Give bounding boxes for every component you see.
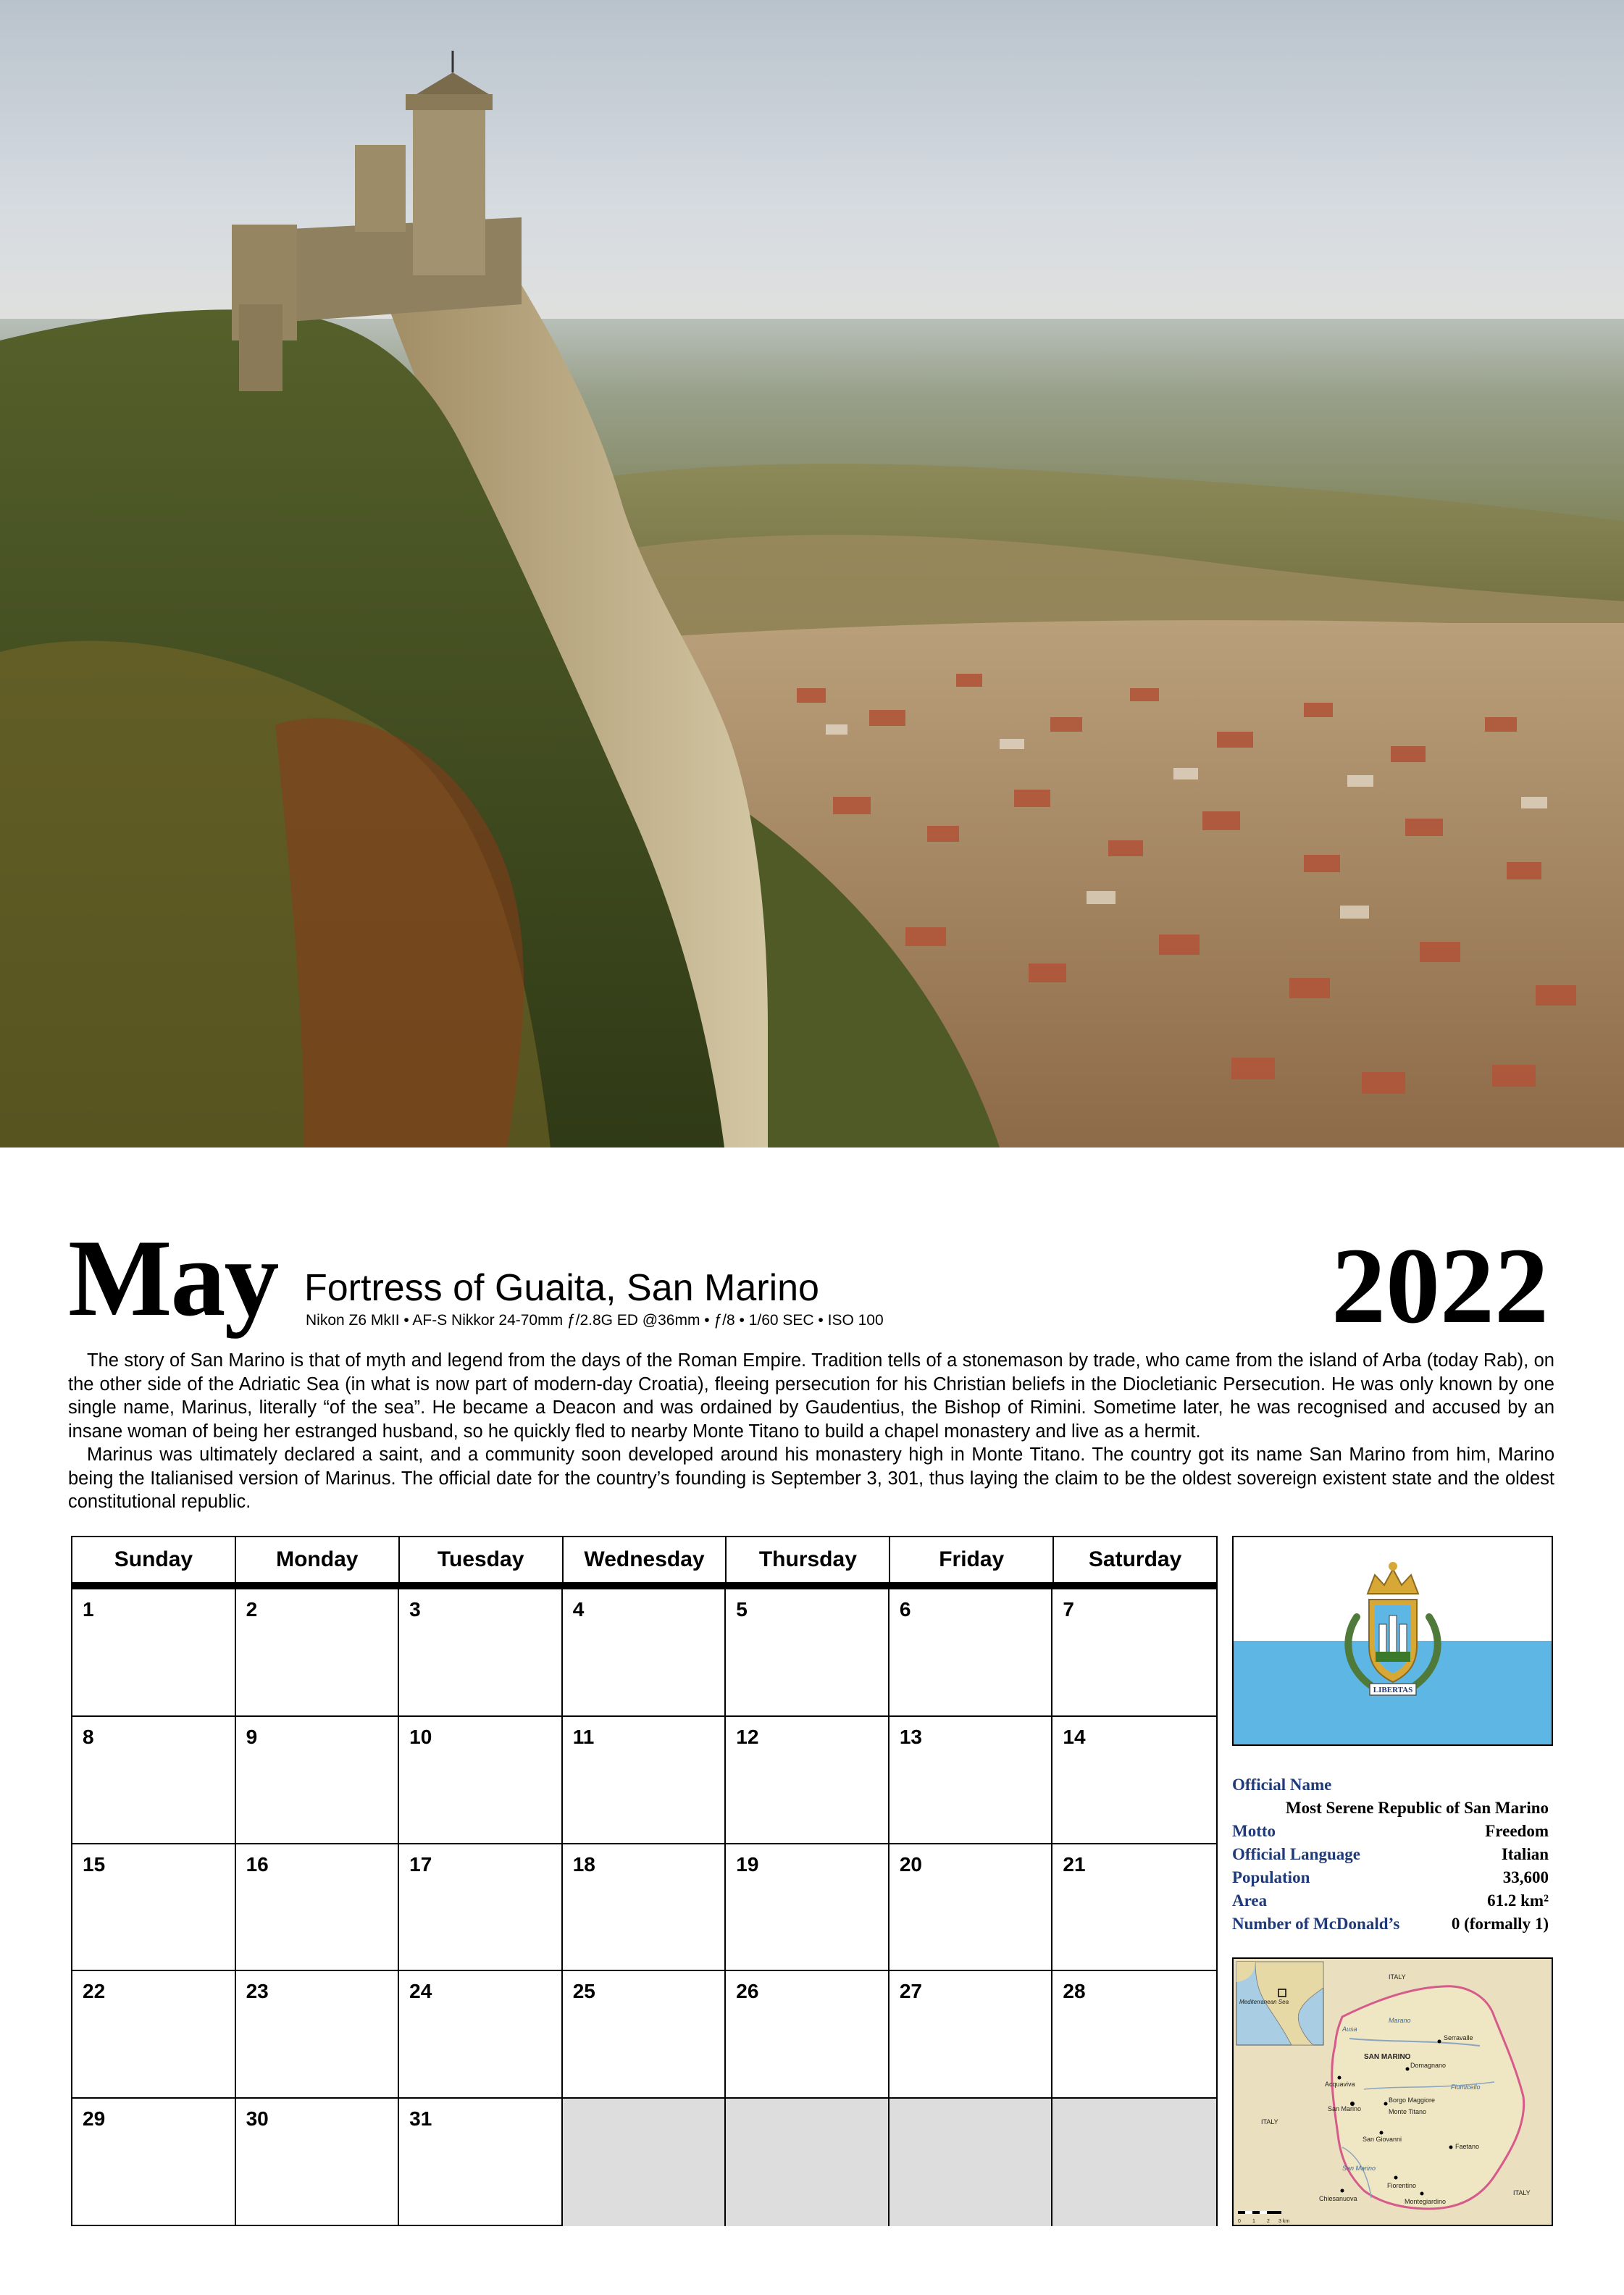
scale-label: 3 km (1278, 2219, 1290, 2224)
month-title: May (68, 1217, 278, 1339)
day-number: 17 (409, 1852, 432, 1876)
day-number: 24 (409, 1980, 432, 2003)
river-label: Ausa (1342, 2026, 1357, 2033)
fact-value: Freedom (1485, 1822, 1549, 1840)
town-label: San Marino (1328, 2105, 1362, 2112)
map-image (1234, 1959, 1552, 2225)
fact-motto (1232, 1820, 1549, 1843)
day-number: 15 (83, 1852, 106, 1876)
day-cell (890, 1844, 1053, 1972)
fact-label: Official Name (1232, 1776, 1332, 1794)
town-label: Acquaviva (1325, 2081, 1355, 2088)
town-label: Monte Titano (1389, 2108, 1427, 2115)
day-cell (563, 1589, 727, 1717)
photo-title: Fortress of Guaita, San Marino (304, 1267, 819, 1309)
town-label: Serravalle (1444, 2034, 1473, 2041)
san-marino-map (1232, 1957, 1553, 2226)
fact-value: 33,600 (1502, 1868, 1549, 1886)
day-cell (726, 1971, 890, 2099)
italy-label: ITALY (1261, 2118, 1278, 2125)
day-number: 11 (572, 1725, 595, 1748)
weekday-header (72, 1537, 1216, 1589)
day-number: 22 (83, 1980, 106, 2003)
sea-label: Mediterranean Sea (1239, 1999, 1289, 2005)
day-cell (1052, 1844, 1216, 1972)
empty-day-cell (1052, 2099, 1216, 2226)
day-cell (72, 1844, 236, 1972)
fact-official-name (1232, 1773, 1549, 1820)
day-number: 8 (83, 1725, 94, 1748)
italy-label: ITALY (1513, 2189, 1531, 2196)
day-number: 1 (83, 1598, 94, 1621)
town-label: Chiesanuova (1319, 2195, 1357, 2202)
fact-mcdonalds (1232, 1913, 1549, 1936)
day-number: 5 (736, 1598, 748, 1621)
day-cell (726, 1717, 890, 1844)
fact-value: 0 (formally 1) (1451, 1915, 1549, 1933)
weekday-label: Thursday (727, 1537, 890, 1582)
day-number: 10 (409, 1725, 432, 1748)
story-paragraph: Marinus was ultimately declared a saint, and a community soon developed around his monastery high in Monte Titano. The country got its name San Marino from him, Marino being the Italianised version of Marinus. The official date for the country’s founding is September 3, 301, thus laying the claim to be the oldest sovereign existent state and the oldest constitutional republic. (68, 1445, 1554, 1512)
river-label: Marano (1389, 2017, 1411, 2024)
day-number: 18 (572, 1852, 595, 1876)
fact-label: Motto (1232, 1822, 1276, 1840)
day-cell (236, 2099, 400, 2226)
flag-image (1234, 1537, 1552, 1744)
day-cell (1052, 1717, 1216, 1844)
day-number: 30 (246, 2107, 269, 2131)
town-label: Montegiardino (1405, 2198, 1447, 2205)
day-number: 31 (409, 2107, 432, 2131)
fact-label: Population (1232, 1868, 1310, 1886)
scale-label: 2 (1267, 2219, 1270, 2224)
town-label: San Giovanni (1363, 2136, 1402, 2143)
calendar-grid (71, 1536, 1218, 2226)
day-cell (72, 2099, 236, 2226)
camera-info: Nikon Z6 MkII • AF-S Nikkor 24-70mm ƒ/2.8G ED @36mm • ƒ/8 • 1/60 SEC • ISO 100 (306, 1312, 884, 1329)
day-cell (399, 1717, 563, 1844)
day-number: 6 (899, 1598, 911, 1621)
day-cell (236, 1589, 400, 1717)
weekday-label: Sunday (72, 1537, 236, 1582)
country-facts (1232, 1773, 1549, 1936)
scale-label: 0 (1238, 2219, 1241, 2224)
town-label: Fiorentino (1387, 2182, 1417, 2189)
day-cell (236, 1971, 400, 2099)
day-number: 12 (736, 1725, 759, 1748)
day-cell (72, 1717, 236, 1844)
san-marino-flag (1232, 1536, 1553, 1746)
day-number: 28 (1063, 1980, 1086, 2003)
day-cell (726, 1844, 890, 1972)
day-cell (399, 1971, 563, 2099)
day-cell (726, 1589, 890, 1717)
day-number: 27 (899, 1980, 922, 2003)
town-label: Borgo Maggiore (1389, 2097, 1436, 2104)
weekday-label: Wednesday (564, 1537, 727, 1582)
fact-value: Most Serene Republic of San Marino (1285, 1799, 1549, 1817)
day-cell (563, 1717, 727, 1844)
day-number: 4 (572, 1598, 585, 1621)
fact-value: 61.2 km² (1487, 1891, 1549, 1910)
town-label: Domagnano (1410, 2062, 1447, 2069)
story-paragraph: The story of San Marino is that of myth and legend from the days of the Roman Empire. Tradition tells of a stonemason by trade, who came from the island of Arba (today Rab), on the other side of the Adriatic Sea (in what is now part of modern-day Croatia), fleeing persecution for his Christian beliefs in the Diocletianic Persecution. He was only known by one single name, Marinus, literally “of the sea”. He became a Deacon and was ordained by Gaudentius, the Bishop of Rimini. Sometime later, he was recognised and accused by an insane woman of being her estranged husband, so he quickly fled to nearby Monte Titano to build a chapel monastery and live as a hermit. (68, 1350, 1554, 1442)
day-number: 20 (899, 1852, 922, 1876)
weekday-label: Friday (890, 1537, 1054, 1582)
fact-label: Area (1232, 1891, 1268, 1910)
day-number: 29 (83, 2107, 106, 2131)
country-label: SAN MARINO (1364, 2053, 1411, 2061)
weekday-label: Monday (236, 1537, 400, 1582)
weekday-label: Saturday (1088, 1547, 1182, 1571)
day-cell (72, 1589, 236, 1717)
day-cell (563, 1844, 727, 1972)
fact-value: Italian (1501, 1845, 1549, 1863)
day-cell (399, 1844, 563, 1972)
empty-day-cell (563, 2099, 727, 2226)
day-number: 16 (246, 1852, 269, 1876)
day-cell (890, 1717, 1053, 1844)
fact-label: Official Language (1232, 1845, 1360, 1863)
day-cell (236, 1717, 400, 1844)
day-number: 19 (736, 1852, 759, 1876)
river-label: San Marino (1342, 2165, 1376, 2172)
day-number: 23 (246, 1980, 269, 2003)
day-cell (72, 1971, 236, 2099)
river-label: Fiumicello (1451, 2083, 1481, 2091)
scale-label: 1 (1252, 2219, 1255, 2224)
day-number: 13 (899, 1725, 922, 1748)
calendar-body (72, 1589, 1216, 2226)
day-cell (563, 1971, 727, 2099)
empty-day-cell (890, 2099, 1053, 2226)
day-cell (399, 2099, 563, 2226)
fact-population (1232, 1866, 1549, 1889)
day-cell (236, 1844, 400, 1972)
day-cell (1052, 1971, 1216, 2099)
flag-motto: LIBERTAS (1373, 1686, 1413, 1694)
day-cell (890, 1971, 1053, 2099)
empty-day-cell (726, 2099, 890, 2226)
day-number: 2 (246, 1598, 258, 1621)
town-label: Faetano (1455, 2143, 1480, 2150)
day-number: 21 (1063, 1852, 1086, 1876)
day-number: 7 (1063, 1598, 1074, 1621)
year-title: 2022 (1331, 1226, 1549, 1346)
fact-label: Number of McDonald’s (1232, 1915, 1400, 1933)
day-number: 26 (736, 1980, 759, 2003)
story-text (68, 1349, 1554, 1514)
day-number: 9 (246, 1725, 258, 1748)
fact-language (1232, 1843, 1549, 1866)
italy-label: ITALY (1389, 1973, 1406, 1981)
day-cell (1052, 1589, 1216, 1717)
day-cell (399, 1589, 563, 1717)
day-number: 14 (1063, 1725, 1086, 1748)
day-cell (890, 1589, 1053, 1717)
weekday-label: Tuesday (400, 1537, 564, 1582)
fact-area (1232, 1889, 1549, 1913)
day-number: 3 (409, 1598, 421, 1621)
day-number: 25 (572, 1980, 595, 2003)
